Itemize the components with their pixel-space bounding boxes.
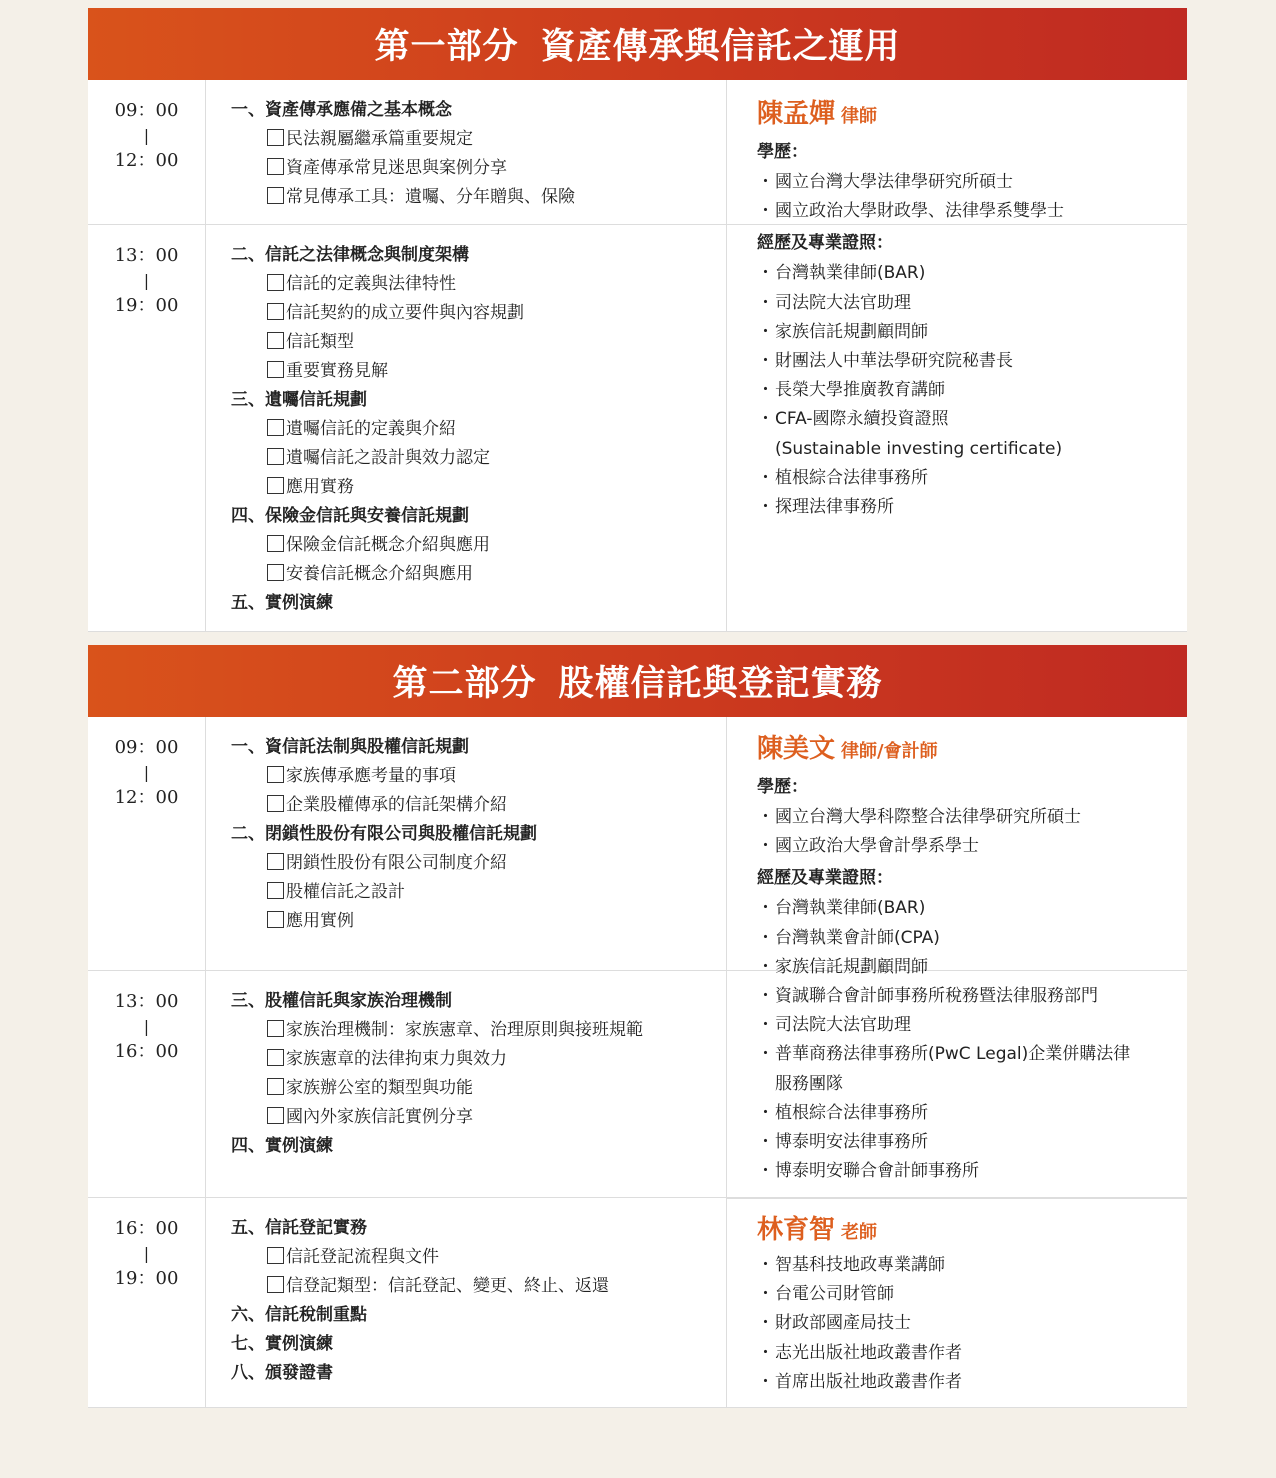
session-agenda: [206, 80, 727, 224]
checkbox-icon: [267, 419, 284, 436]
agenda-heading: 六、信託稅制重點: [231, 1305, 367, 1325]
session-time: [88, 1198, 206, 1407]
experience-item: ・台灣執業律師(BAR): [757, 898, 926, 919]
agenda-item: 家族治理機制：家族憲章、治理原則與接班規範: [231, 1016, 727, 1045]
checkbox-icon: [267, 1247, 284, 1264]
start-time: 13：00: [114, 245, 179, 266]
start-time: 16：00: [114, 1218, 179, 1239]
agenda-item: 資產傳承常見迷思與案例分享: [231, 154, 726, 183]
experience-item: ・家族信託規劃顧問師: [757, 321, 928, 342]
part-label: 第二部分: [392, 664, 537, 704]
agenda-item: 重要實務見解: [231, 357, 726, 386]
agenda-heading: 七、實例演練: [231, 1334, 333, 1354]
agenda-heading: 二、信託之法律概念與制度架構: [231, 245, 469, 265]
agenda-item: 股權信託之設計: [231, 878, 727, 907]
checkbox-icon: [267, 303, 284, 320]
agenda-heading: 五、信託登記實務: [231, 1218, 367, 1238]
checkbox-icon: [267, 158, 284, 175]
experience-item: ・長榮大學推廣教育講師: [757, 380, 945, 401]
experience-item: ・台灣執業律師(BAR): [757, 263, 926, 284]
agenda-heading: 三、遺囑信託規劃: [231, 390, 367, 410]
education-label: 學歷：: [757, 142, 808, 162]
agenda-item: 遺囑信託的定義與介紹: [231, 415, 726, 444]
session-agenda: [206, 971, 727, 1197]
end-time: 12：00: [114, 787, 179, 808]
agenda-item: 信託契約的成立要件與內容規劃: [231, 299, 726, 328]
checkbox-icon: [267, 332, 284, 349]
experience-item: ・CFA-國際永續投資證照: [757, 409, 949, 430]
checkbox-icon: [267, 882, 284, 899]
session-time: [88, 80, 206, 224]
education-item: ・國立政治大學會計學系學士: [757, 836, 979, 857]
experience-item: ・博泰明安聯合會計師事務所: [757, 1161, 979, 1182]
time-separator: |: [143, 126, 150, 145]
speaker-card: [727, 80, 1187, 522]
agenda-item: 信託登記流程與文件: [231, 1243, 727, 1272]
checkbox-icon: [267, 361, 284, 378]
agenda-item: 家族辦公室的類型與功能: [231, 1074, 727, 1103]
part-title: 資產傳承與信託之運用: [540, 27, 901, 67]
agenda-item: 應用實例: [231, 907, 727, 936]
speaker-divider: [727, 1198, 1187, 1199]
experience-item: ・植根綜合法律事務所: [757, 467, 928, 488]
agenda-item: 保險金信託概念介紹與應用: [231, 531, 726, 560]
checkbox-icon: [267, 1078, 284, 1095]
education-item: ・國立台灣大學法律學研究所碩士: [757, 172, 1013, 192]
speaker-column: [727, 717, 1187, 1408]
time-separator: |: [143, 271, 150, 290]
agenda-heading: 四、實例演練: [231, 1136, 333, 1156]
speaker-card: [727, 717, 1187, 1183]
speaker-name: 陳孟嬋 律師: [757, 99, 878, 129]
education-item: ・國立台灣大學科際整合法律學研究所碩士: [757, 807, 1081, 827]
experience-item: ・首席出版社地政叢書作者: [757, 1371, 962, 1392]
agenda-item: 應用實務: [231, 473, 726, 502]
agenda-item: 閉鎖性股份有限公司制度介紹: [231, 849, 727, 878]
experience-item: ・家族信託規劃顧問師: [757, 956, 928, 977]
session-agenda: [206, 717, 727, 970]
agenda-heading: 五、實例演練: [231, 593, 333, 613]
experience-item: ・普華商務法律事務所(PwC Legal)企業併購法律: [757, 1044, 1131, 1065]
agenda-item: 安養信託概念介紹與應用: [231, 560, 726, 589]
speaker-card: [727, 1212, 1187, 1397]
speaker-name: 陳美文 律師/會計師: [757, 734, 938, 764]
speaker-title: 律師/會計師: [841, 741, 938, 762]
speaker-name: 林育智 老師: [757, 1215, 878, 1245]
agenda-heading: 四、保險金信託與安養信託規劃: [231, 506, 469, 526]
time-separator: |: [143, 1244, 150, 1263]
agenda-item: 常見傳承工具：遺囑、分年贈與、保險: [231, 183, 726, 212]
time-separator: |: [143, 1017, 150, 1036]
experience-item: ・司法院大法官助理: [757, 292, 911, 313]
experience-item: ・資誠聯合會計師事務所稅務暨法律服務部門: [757, 986, 1098, 1007]
checkbox-icon: [267, 129, 284, 146]
experience-item-continued: (Sustainable investing certificate): [775, 438, 1063, 459]
part-two-banner: [88, 645, 1187, 717]
experience-item: ・探理法律事務所: [757, 497, 894, 518]
experience-item: ・財政部國產局技士: [757, 1313, 911, 1334]
session-time: [88, 971, 206, 1197]
agenda-item: 信登記類型：信託登記、變更、終止、返還: [231, 1272, 727, 1301]
experience-item: ・智基科技地政專業講師: [757, 1255, 945, 1275]
speaker-title: 老師: [841, 1222, 878, 1243]
checkbox-icon: [267, 911, 284, 928]
session-time: [88, 717, 206, 970]
agenda-item: 遺囑信託之設計與效力認定: [231, 444, 726, 473]
start-time: 09：00: [114, 100, 179, 121]
end-time: 12：00: [114, 150, 179, 171]
end-time: 19：00: [114, 295, 179, 316]
agenda-heading: 二、閉鎖性股份有限公司與股權信託規劃: [231, 824, 537, 844]
checkbox-icon: [267, 1276, 284, 1293]
session-agenda: [206, 1198, 727, 1407]
agenda-item: 民法親屬繼承篇重要規定: [231, 125, 726, 154]
experience-label: 經歷及專業證照：: [757, 868, 893, 889]
checkbox-icon: [267, 564, 284, 581]
end-time: 16：00: [114, 1041, 179, 1062]
agenda-item: 企業股權傳承的信託架構介紹: [231, 791, 727, 820]
experience-item: ・志光出版社地政叢書作者: [757, 1342, 962, 1363]
experience-item: ・台電公司財管師: [757, 1284, 894, 1305]
start-time: 13：00: [114, 991, 179, 1012]
session-time: [88, 225, 206, 631]
agenda-heading: 八、頒發證書: [231, 1363, 333, 1383]
agenda-heading: 三、股權信託與家族治理機制: [231, 991, 452, 1011]
experience-item: ・博泰明安法律事務所: [757, 1132, 928, 1153]
part-two-section: [88, 645, 1187, 1408]
checkbox-icon: [267, 274, 284, 291]
checkbox-icon: [267, 477, 284, 494]
start-time: 09：00: [114, 737, 179, 758]
experience-item: ・司法院大法官助理: [757, 1015, 911, 1036]
checkbox-icon: [267, 448, 284, 465]
agenda-item: 家族傳承應考量的事項: [231, 762, 727, 791]
checkbox-icon: [267, 535, 284, 552]
agenda-heading: 一、資產傳承應備之基本概念: [231, 100, 452, 120]
agenda-item: 家族憲章的法律拘束力與效力: [231, 1045, 727, 1074]
experience-item: ・植根綜合法律事務所: [757, 1102, 928, 1123]
session-agenda: [206, 225, 727, 631]
experience-item: ・財團法人中華法學研究院秘書長: [757, 351, 1013, 372]
part-title: 股權信託與登記實務: [558, 664, 883, 704]
speaker-title: 律師: [841, 106, 878, 127]
education-item: ・國立政治大學財政學、法律學系雙學士: [757, 201, 1064, 222]
experience-label: 經歷及專業證照：: [757, 233, 893, 254]
agenda-item: 信託的定義與法律特性: [231, 270, 726, 299]
agenda-item: 國內外家族信託實例分享: [231, 1103, 727, 1132]
education-label: 學歷：: [757, 777, 808, 797]
checkbox-icon: [267, 187, 284, 204]
checkbox-icon: [267, 1049, 284, 1066]
speaker-column: [727, 80, 1187, 522]
checkbox-icon: [267, 853, 284, 870]
end-time: 19：00: [114, 1268, 179, 1289]
part-one-banner: [88, 8, 1187, 80]
time-separator: |: [143, 763, 150, 782]
checkbox-icon: [267, 795, 284, 812]
experience-item-continued: 服務團隊: [775, 1073, 843, 1094]
agenda-heading: 一、資信託法制與股權信託規劃: [231, 737, 469, 757]
checkbox-icon: [267, 1107, 284, 1124]
checkbox-icon: [267, 766, 284, 783]
part-label: 第一部分: [374, 27, 519, 67]
checkbox-icon: [267, 1020, 284, 1037]
agenda-item: 信託類型: [231, 328, 726, 357]
experience-item: ・台灣執業會計師(CPA): [757, 927, 940, 948]
part-one-section: [88, 8, 1187, 632]
